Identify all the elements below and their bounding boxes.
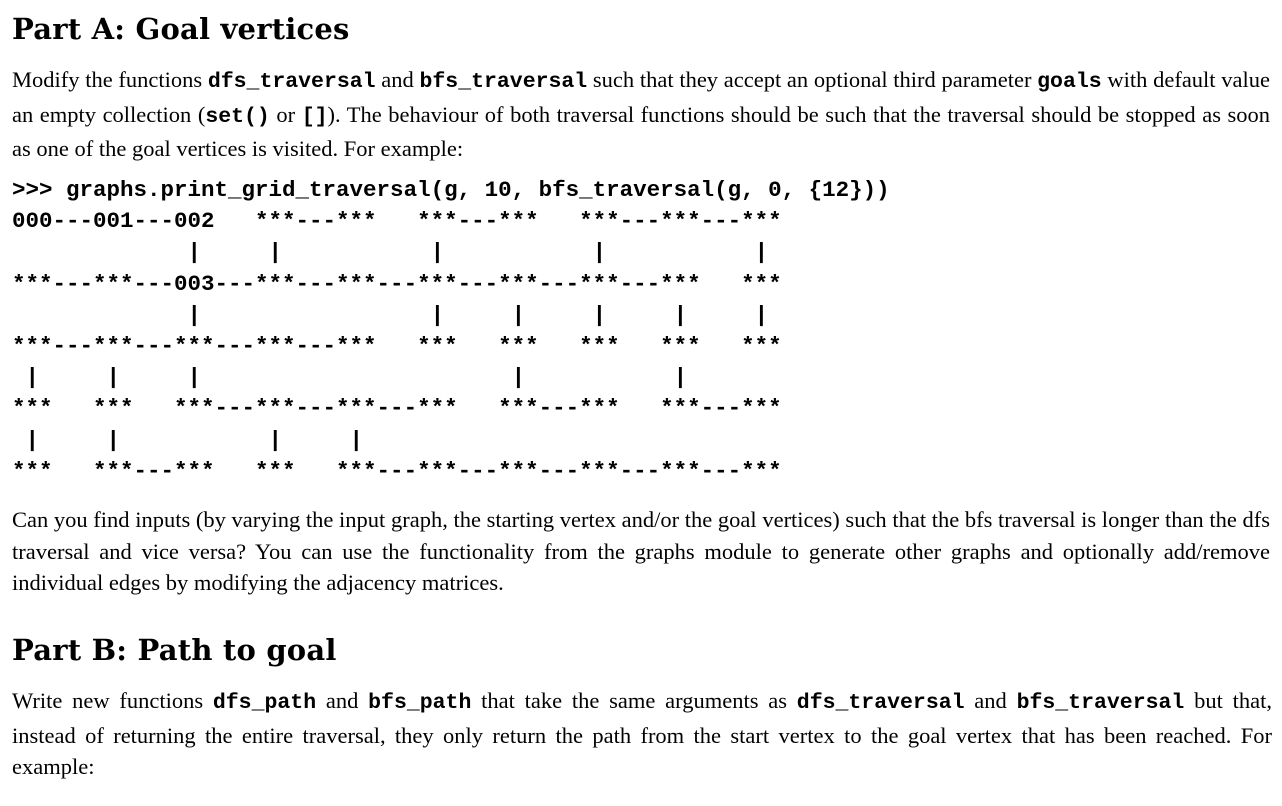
text-span: and [316, 688, 369, 713]
text-span: ). The behaviour of both traversal functions should be such that the traversal should be stopped as soon as one of the goal vertices is visited. For example: [12, 101, 1271, 161]
code-line: | | | | | [12, 364, 688, 391]
code-set: set() [205, 104, 270, 129]
code-line: | | | | | [12, 239, 769, 266]
part-a-question: Can you find inputs (by varying the input graph, the starting vertex and/or the goal vertices) such that the bfs traversal is longer than the dfs traversal and vice versa? You can use the functionality from the graphs module to generate other graphs and optionally add/remove individual edges by modifying the adjacency matrices. [12, 507, 1270, 595]
code-bfs-traversal: bfs_traversal [1016, 691, 1185, 715]
code-example-block [12, 175, 890, 487]
text-span: and [375, 67, 420, 92]
text-span: such that they accept an optional third parameter [587, 67, 1038, 92]
code-line: ***---***---***---***---*** *** *** *** *** *** [12, 332, 782, 359]
code-bfs-path: bfs_path [368, 691, 472, 715]
code-line: | | | | [12, 426, 364, 453]
text-span: that take the same arguments as [471, 688, 797, 713]
text-span: but that, instead of returning the entire traversal, they only return the path from the start vertex to the goal vertex that has been reached. For example: [12, 688, 1272, 779]
code-dfs-traversal: dfs_traversal [796, 691, 965, 715]
text-span: and [964, 688, 1017, 713]
part-a-heading: Part A: Goal vertices [12, 12, 350, 46]
code-line: *** ***---*** *** ***---***---***---***---***---*** [12, 457, 782, 484]
text-span: Modify the functions [12, 67, 208, 92]
code-line: 000---001---002 ***---*** ***---*** ***---***---*** [12, 208, 782, 235]
code-line: *** *** ***---***---***---*** ***---*** ***---*** [12, 395, 782, 422]
code-empty-list: [] [301, 104, 328, 129]
code-bfs-traversal: bfs_traversal [419, 70, 588, 94]
code-line: ***---***---003---***---***---***---***---***---*** *** [12, 270, 782, 297]
code-dfs-path: dfs_path [212, 691, 317, 715]
part-a-instructions [12, 64, 1270, 165]
part-b-heading: Part B: Path to goal [12, 633, 337, 667]
code-goals: goals [1037, 70, 1102, 94]
code-dfs-traversal: dfs_traversal [207, 70, 376, 94]
text-span: or [269, 101, 302, 127]
text-span: with default value an empty collection ( [12, 67, 1270, 127]
code-line: | | | | | | [12, 301, 769, 328]
code-line: >>> graphs.print_grid_traversal(g, 10, bfs_traversal(g, 0, {12})) [12, 177, 890, 203]
text-span: Write new functions [12, 688, 213, 713]
part-b-instructions [12, 685, 1272, 783]
